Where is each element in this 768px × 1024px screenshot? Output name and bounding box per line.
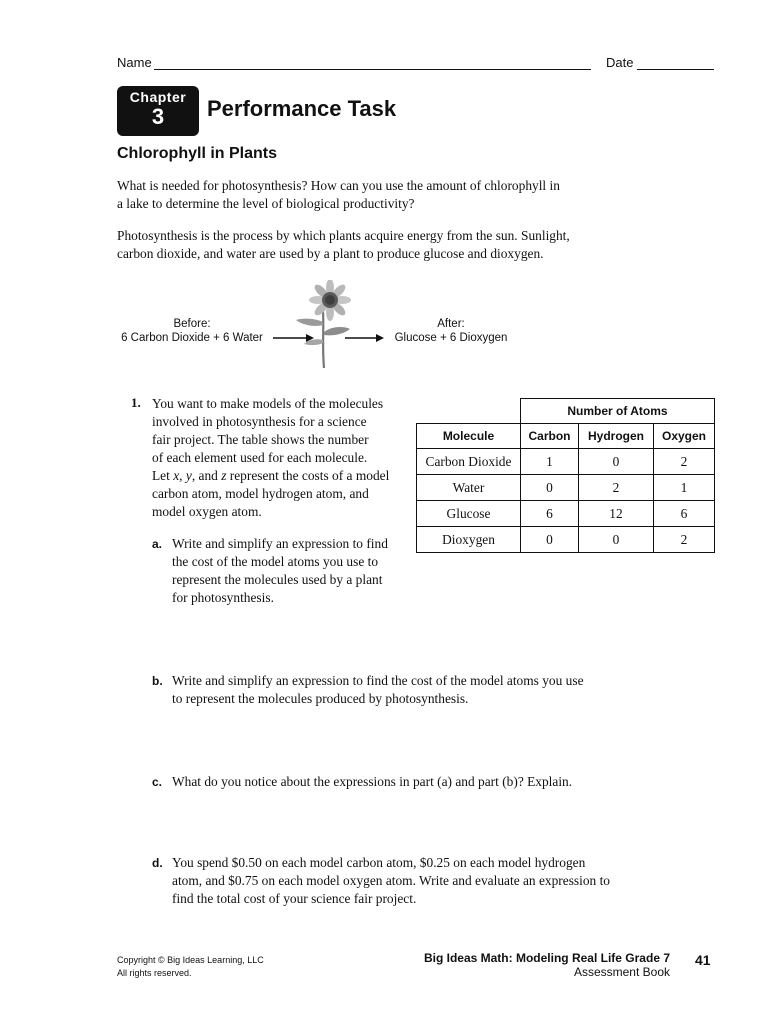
intro-paragraph-2: Photosynthesis is the process by which plants acquire energy from the sun. Sunlight, carbon dioxide, and water are used by a plant to produce glucose and dioxygen. (117, 228, 570, 261)
part-d-letter: d. (152, 856, 163, 870)
table-row: Water 0 2 1 (417, 475, 715, 501)
intro-paragraph-1: What is needed for photosynthesis? How can you use the amount of chlorophyll in a lake to determine the level of biological productivity? (117, 178, 560, 211)
part-b-text: Write and simplify an expression to find the cost of the model atoms you use to represent the molecules produced by photosynthesis. (172, 673, 584, 706)
part-d-text: You spend $0.50 on each model carbon atom, $0.25 on each model hydrogen atom, and $0.75 on each model oxygen atom. Write and evaluate an expression to find the total cost of your science fair project. (172, 855, 610, 906)
sunflower-diagram (270, 280, 390, 372)
copyright-notice: Copyright © Big Ideas Learning, LLC All rights reserved. (117, 955, 264, 978)
part-c-text: What do you notice about the expressions in part (a) and part (b)? Explain. (172, 774, 573, 789)
part-a-letter: a. (152, 537, 163, 551)
part-a-text: Write and simplify an expression to find the cost of the model atoms you use to represent the molecules used by a plant for photosynthesis. (172, 536, 388, 605)
table-row: Carbon Dioxide 1 0 2 (417, 449, 715, 475)
question-1-number: 1. (131, 395, 141, 410)
table-column-header: Molecule (417, 424, 521, 449)
page-subtitle: Chlorophyll in Plants (117, 145, 278, 162)
date-line (637, 69, 714, 70)
atoms-table (416, 398, 715, 553)
name-label: Name (117, 55, 152, 70)
part-b-letter: b. (152, 674, 163, 688)
chapter-label: Chapter (129, 89, 187, 105)
sunflower-icon (296, 280, 351, 368)
page-title: Performance Task (207, 96, 397, 121)
table-column-header: Oxygen (654, 424, 715, 449)
after-label: After: Glucose + 6 Dioxygen (394, 318, 508, 344)
chapter-badge (117, 86, 199, 136)
page-number: 41 (695, 952, 711, 968)
chapter-number: 3 (151, 104, 165, 129)
name-line (154, 69, 591, 70)
part-c-letter: c. (152, 775, 163, 789)
table-row: Dioxygen 0 0 2 (417, 527, 715, 553)
table-group-header: Number of Atoms (521, 399, 715, 424)
date-label: Date (606, 55, 634, 70)
arrow-right-icon (273, 334, 314, 342)
variables-line: Let x, y, and z represent the costs of a model (152, 468, 390, 483)
arrow-right-icon (345, 334, 384, 342)
before-label: Before: 6 Carbon Dioxide + 6 Water (121, 318, 263, 344)
book-title: Big Ideas Math: Modeling Real Life Grade 7 Assessment Book (423, 951, 670, 979)
table-column-header: Hydrogen (579, 424, 654, 449)
table-row: Glucose 6 12 6 (417, 501, 715, 527)
question-1-text: You want to make models of the molecules involved in photosynthesis for a science fair project. The table shows the number of each element used for each molecule. Let x, y, and z represent the costs of a model carbon atom, model hydrogen atom, and model oxygen atom. (152, 395, 404, 521)
table-column-header: Carbon (521, 424, 579, 449)
